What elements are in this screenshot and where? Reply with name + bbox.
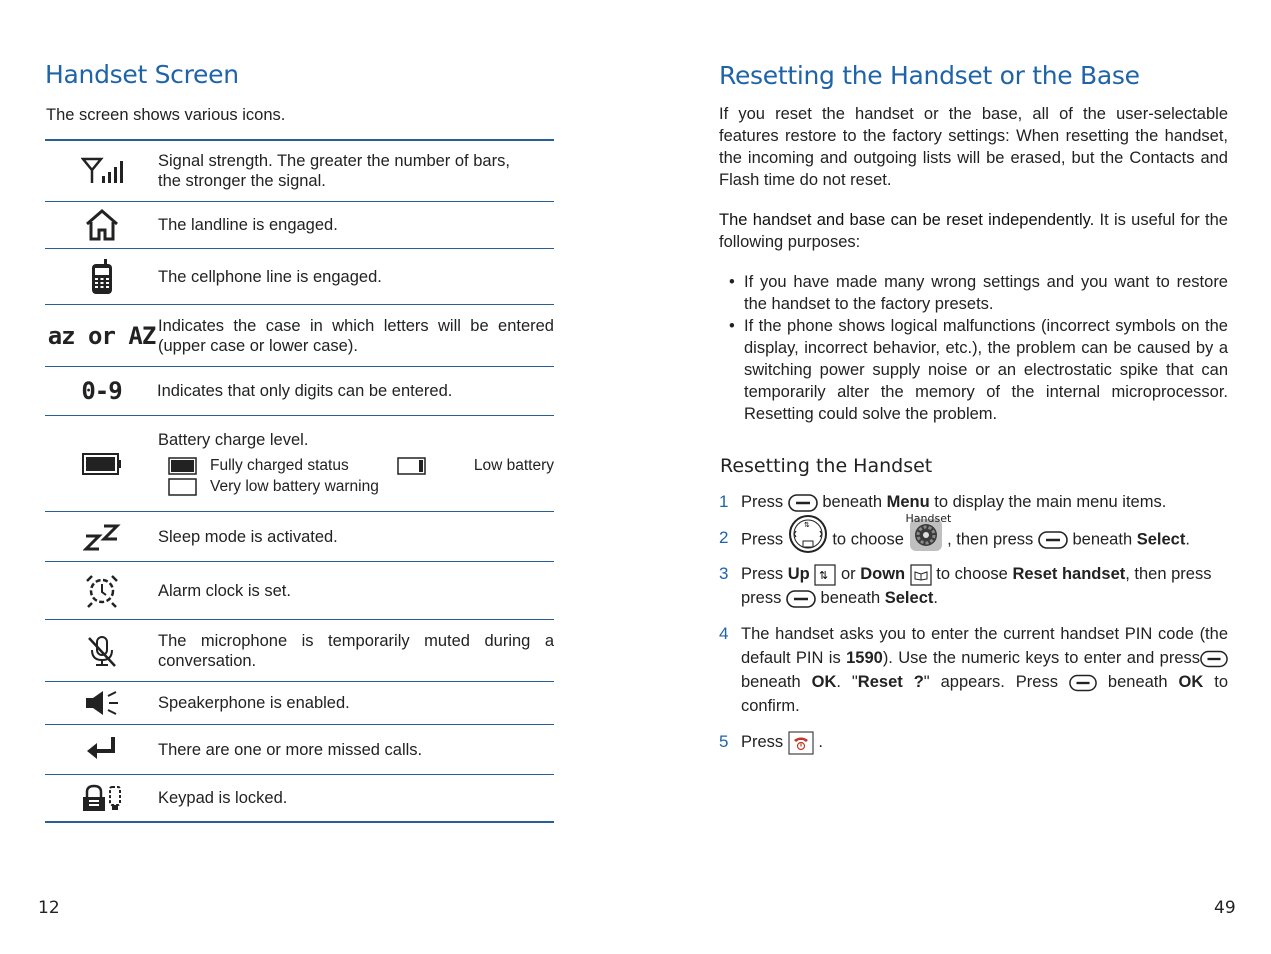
step-3: 3 Press Up ⇅ or Down to choose Reset handset, then press xyxy=(719,562,1228,612)
step-2: 2 Press ⇅ to choose Handset , then press beneath Select. xyxy=(719,524,1228,560)
alarm-clock-icon xyxy=(84,573,120,609)
step-3-cont: press beneath Select. xyxy=(741,589,938,607)
row-description: Sleep mode is activated. xyxy=(158,527,338,546)
page-number-right: 49 xyxy=(1214,898,1236,918)
mic-muted-icon xyxy=(85,634,119,668)
end-call-key-icon xyxy=(788,731,814,755)
row-description: The microphone is temporarily muted during a conversation. xyxy=(158,631,554,670)
down-key-icon xyxy=(910,564,932,586)
battery-low-icon xyxy=(397,457,427,475)
cellphone-icon xyxy=(90,259,114,295)
row-description: Signal strength. The greater the number of bars, the stronger the signal. xyxy=(158,152,510,190)
row-description: Indicates the case in which letters will be entered (upper case or lower case). xyxy=(158,316,554,355)
battery-full-icon xyxy=(168,457,198,475)
row-description: There are one or more missed calls. xyxy=(158,740,423,759)
softkey-icon xyxy=(1038,531,1068,549)
table-row xyxy=(45,249,554,305)
nav-key-icon xyxy=(788,514,828,554)
row-description: Keypad is locked. xyxy=(158,789,288,807)
reset-title: Resetting the Handset or the Base xyxy=(719,61,1140,90)
left-page xyxy=(0,0,620,954)
table-row xyxy=(45,416,554,512)
case-icon: az or AZ xyxy=(47,321,156,350)
table-row xyxy=(45,562,554,620)
softkey-icon xyxy=(1200,650,1228,668)
keypad-lock-icon xyxy=(80,784,124,812)
battery-very-low-label: Very low battery warning xyxy=(210,478,379,495)
battery-full-label: Fully charged status xyxy=(210,457,349,474)
battery-legend xyxy=(158,456,554,476)
row-description: The cellphone line is engaged. xyxy=(158,267,382,286)
up-key-icon xyxy=(814,564,836,586)
purpose-lead: The handset and base can be reset independently. xyxy=(719,211,1095,229)
svg-text:⇅: ⇅ xyxy=(803,521,810,529)
intro-paragraph: If you reset the handset or the base, all of the user-selectable features restore to the factory settings: When resetting the handset, the incoming and outgoing lists will be erased, but the Contacts and Flash time do not reset. xyxy=(719,105,1228,189)
step-1: 1 Press beneath Menu to display the main menu items. xyxy=(719,492,1167,511)
table-row xyxy=(45,367,554,416)
handset-screen-title: Handset Screen xyxy=(45,60,239,89)
table-row xyxy=(45,141,554,202)
digits-icon: 0-9 xyxy=(81,377,122,405)
svg-text:⇅: ⇅ xyxy=(819,568,829,582)
row-description: Alarm clock is set. xyxy=(158,581,291,600)
page-number-left: 12 xyxy=(38,898,60,918)
table-row xyxy=(45,512,554,562)
row-description: Speakerphone is enabled. xyxy=(158,694,350,712)
step-4: 4 The handset asks you to enter the current handset PIN code (the default PIN is 1590). Use the numeric keys to enter and pressbeneath OK. "Reset ?" appears. Press beneath OK to confirm. xyxy=(719,624,1229,715)
house-icon xyxy=(85,209,119,241)
table-row xyxy=(45,775,554,821)
purpose-list xyxy=(727,271,1228,425)
battery-icon xyxy=(82,452,122,476)
speaker-icon xyxy=(84,689,120,717)
sleep-icon xyxy=(83,523,121,551)
icon-table xyxy=(45,139,554,823)
table-row xyxy=(45,725,554,775)
handset-menu-label: Handset xyxy=(905,512,952,526)
row-description: The landline is engaged. xyxy=(158,216,338,234)
list-item: • If the phone shows logical malfunctions (incorrect symbols on the display, incorrect behavior, etc.), the problem can be caused by a switching power supply noise or an electrostatic spike that can temporarily alter the memory of the internal microprocessor. Resetting could solve the problem. xyxy=(727,315,1228,425)
row-description: Indicates that only digits can be entered. xyxy=(157,382,453,400)
table-row xyxy=(45,202,554,249)
reset-handset-subheading: Resetting the Handset xyxy=(720,455,933,477)
softkey-icon xyxy=(1069,674,1097,692)
intro-text: The screen shows various icons. xyxy=(46,106,286,124)
purpose-paragraph: The handset and base can be reset independently. It is useful for the following purposes: xyxy=(719,211,1228,251)
softkey-icon xyxy=(788,494,818,512)
battery-low-label: Low battery xyxy=(473,457,554,474)
table-row xyxy=(45,305,554,367)
row-description: Battery charge level. xyxy=(158,431,309,449)
table-row xyxy=(45,682,554,725)
battery-very-low-icon xyxy=(168,478,198,496)
softkey-icon xyxy=(786,590,816,608)
signal-strength-icon xyxy=(81,157,123,185)
table-row xyxy=(45,620,554,682)
step-5: 5 Press . xyxy=(719,730,1228,758)
missed-call-icon xyxy=(85,735,119,765)
list-item: • If you have made many wrong settings and you want to restore the handset to the factory presets. xyxy=(727,271,1228,315)
